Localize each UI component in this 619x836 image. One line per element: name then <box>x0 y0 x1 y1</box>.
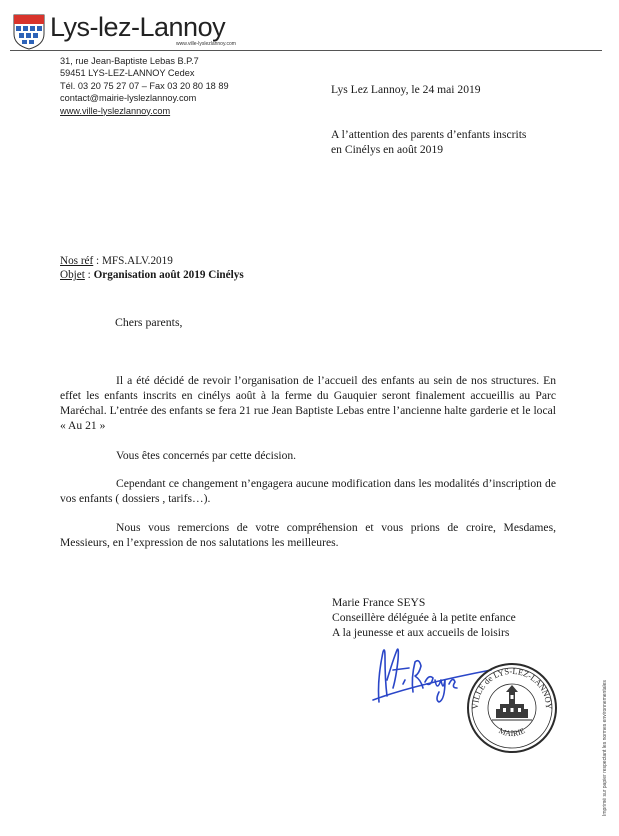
environmental-paper-note <box>598 640 610 816</box>
recipient-line-1: A l’attention des parents d’enfants inscrits <box>331 128 527 141</box>
body-paragraph-2: Vous êtes concernés par cette décision. <box>116 449 297 462</box>
address-phone-fax: Tél. 03 20 75 27 07 – Fax 03 20 80 18 89 <box>60 80 229 91</box>
signatory-title-1: Conseillère déléguée à la petite enfance <box>332 611 516 624</box>
body-paragraph-3: Cependant ce changement n’engagera aucune modification dans les modalités d’inscription de vos enfants ( dossiers , tarifs…). <box>60 477 556 505</box>
signatory-title-2: A la jeunesse et aux accueils de loisirs <box>332 626 510 639</box>
reference-value: : MFS.ALV.2019 <box>93 255 173 267</box>
town-hall-stamp <box>466 662 558 754</box>
signatory-block <box>332 595 516 640</box>
address-email[interactable]: contact@mairie-lyslezlannoy.com <box>60 93 197 104</box>
subject-line <box>60 268 244 282</box>
reference-label: Nos réf <box>60 255 94 267</box>
body-paragraph-1: Il a été décidé de revoir l’organisation de l’accueil des enfants au sein de nos structures. En effet les enfants inscrits en cinélys août à la ferme du Gauquier seront finalement accueillis au Parc Maréchal. L’entrée des enfants se fera 21 rue Jean Baptiste Lebas entre l’ancienne halte garderie et le local « Au 21 » <box>60 374 556 432</box>
logo-wordmark: Lys-lez-Lannoy <box>50 12 226 42</box>
body-paragraph-4: Nous vous remercions de votre compréhension et vous prions de croire, Mesdames, Messieurs, en l’expression de nos salutations les meilleures. <box>60 521 556 549</box>
stamp-top-text: VILLE de LYS-LEZ-LANNOY <box>469 665 555 710</box>
side-note-text: Imprimé sur papier respectant les normes environnementales <box>602 680 608 816</box>
header-divider <box>10 50 602 51</box>
reference-line <box>60 254 244 268</box>
city-coat-of-arms-icon <box>13 14 45 50</box>
reference-block <box>60 254 244 282</box>
logo-url: www.ville-lyslezlannoy.com <box>176 41 236 47</box>
recipient-block <box>331 127 526 157</box>
recipient-line-2: en Cinélys en août 2019 <box>331 143 444 156</box>
address-block <box>60 55 229 117</box>
address-website-link[interactable]: www.ville-lyslezlannoy.com <box>60 105 171 116</box>
signatory-name: Marie France SEYS <box>332 596 426 609</box>
address-street: 31, rue Jean-Baptiste Lebas B.P.7 <box>60 56 199 66</box>
subject-value: Organisation août 2019 Cinélys <box>93 269 244 281</box>
address-city: 59451 LYS-LEZ-LANNOY Cedex <box>60 68 195 79</box>
stamp-bottom-text: MAIRIE <box>497 726 527 739</box>
subject-label: Objet <box>60 269 85 281</box>
letter-date: Lys Lez Lannoy, le 24 mai 2019 <box>331 83 481 96</box>
salutation: Chers parents, <box>115 315 183 329</box>
subject-separator: : <box>84 269 94 281</box>
